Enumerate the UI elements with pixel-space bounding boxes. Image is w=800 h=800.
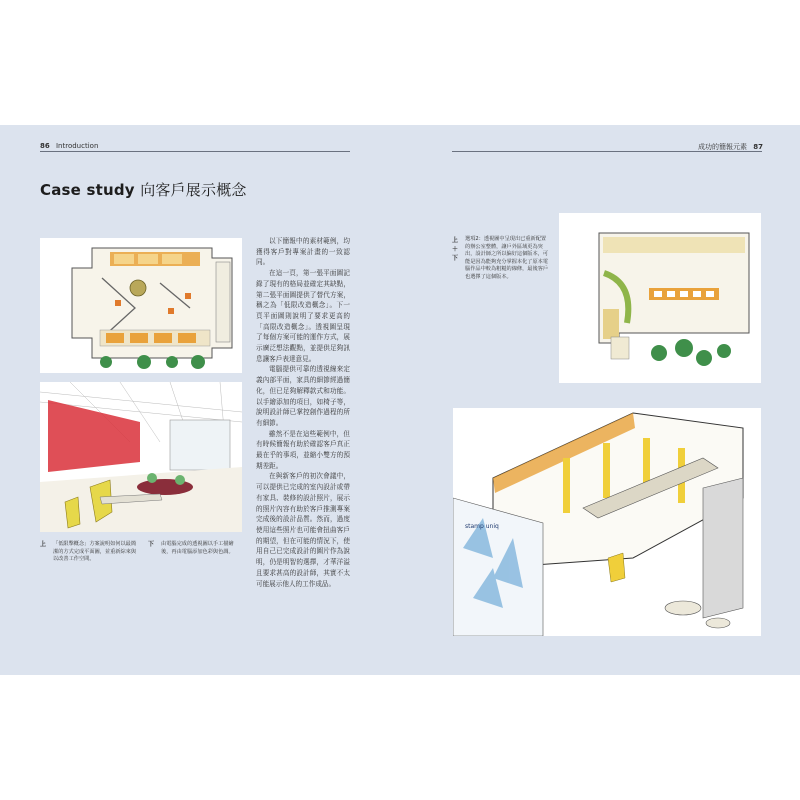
wall-sign-text: stamp uniq xyxy=(465,523,499,530)
right-page-number: 87 xyxy=(753,143,763,151)
left-page-header xyxy=(40,142,98,150)
caption-right xyxy=(452,236,552,296)
body-paragraph-5: 在與新客戶的初次會議中，可以提供已完成的室內設計或帶有家具、裝修的設計照片，展示的照片內容有助於客戶推測專案完成後的設計品質。然而，過度使用這些照片也可能會扭曲客戶的期望，但在可能的情況下，使用自己已完成設計的圖片作為說明，仍是明智的選擇，才華洋溢且要求甚高的設計師，其實不太可能展示他人的工作成品。 xyxy=(256,472,350,588)
page-title xyxy=(40,179,247,200)
caption-top-text: 「低限擊概念」方案說明如何以最簡潔的方式完成平面圖，並重新綜來與以改善工作空間。 xyxy=(53,541,137,563)
body-paragraph-2: 在這一頁，第一張平面圖記錄了現有的格局並確定其缺點，第二張平面圖提供了替代方案，稱之為「低限改造概念」。下一頁平面圖則說明了要求更高的「高限改造概念」。透視圖呈現了每個方案可能的運作方式，展示廣泛想法觀點，並提供足夠訊息讓客戶表達意見。 xyxy=(256,269,350,363)
caption-top xyxy=(40,541,140,571)
caption-top-label: 上 xyxy=(40,541,47,548)
body-paragraph-1: 以下簡報中的素材範例，均獲得客戶對專案計畫的一致認同。 xyxy=(256,237,350,267)
caption-bottom-text: 由電腦完成的透視圖以手工描繪後，再由電腦添加色彩與色調。 xyxy=(161,541,234,555)
caption-bottom xyxy=(148,541,244,571)
body-paragraph-3: 電腦提供可靠的透視線來定義內部平面，家具的細節經過簡化，但已足夠解釋款式和功能。以手繪添加的項目，如椅子等，說明設計師已掌控創作過程的所有細節。 xyxy=(256,365,350,427)
floor-plan-high-concept xyxy=(559,213,761,383)
right-header-rule xyxy=(452,151,762,152)
floor-plan-low-concept xyxy=(40,238,242,373)
title-chinese: 向客戶展示概念 xyxy=(140,181,247,199)
body-paragraph-4: 雖然不是在這些範例中，但有時候簡報有助於確認客戶真正最在乎的事項，並縮小雙方的預期差距。 xyxy=(256,429,350,470)
perspective-high-concept xyxy=(453,408,761,636)
left-header-rule xyxy=(40,151,350,152)
perspective-low-concept xyxy=(40,382,242,532)
caption-right-text: 選項2：透視圖中呈現出已重新配置的辦公室整體，讓戶外區域更為突出，設計師之所以偏好這個版本，可能是因為能夠充分掌握本化了原本電腦作品中較為粗糙的線條，最後客戶也選擇了這個版本。 xyxy=(465,236,549,280)
body-text xyxy=(256,236,350,589)
right-section-name: 成功的簡報元素 xyxy=(698,143,747,151)
caption-right-label: 上＋下 xyxy=(452,237,459,262)
caption-bottom-label: 下 xyxy=(148,541,155,548)
title-english: Case study xyxy=(40,181,135,199)
left-section-name: Introduction xyxy=(55,142,99,150)
left-page-number: 86 xyxy=(40,142,50,150)
